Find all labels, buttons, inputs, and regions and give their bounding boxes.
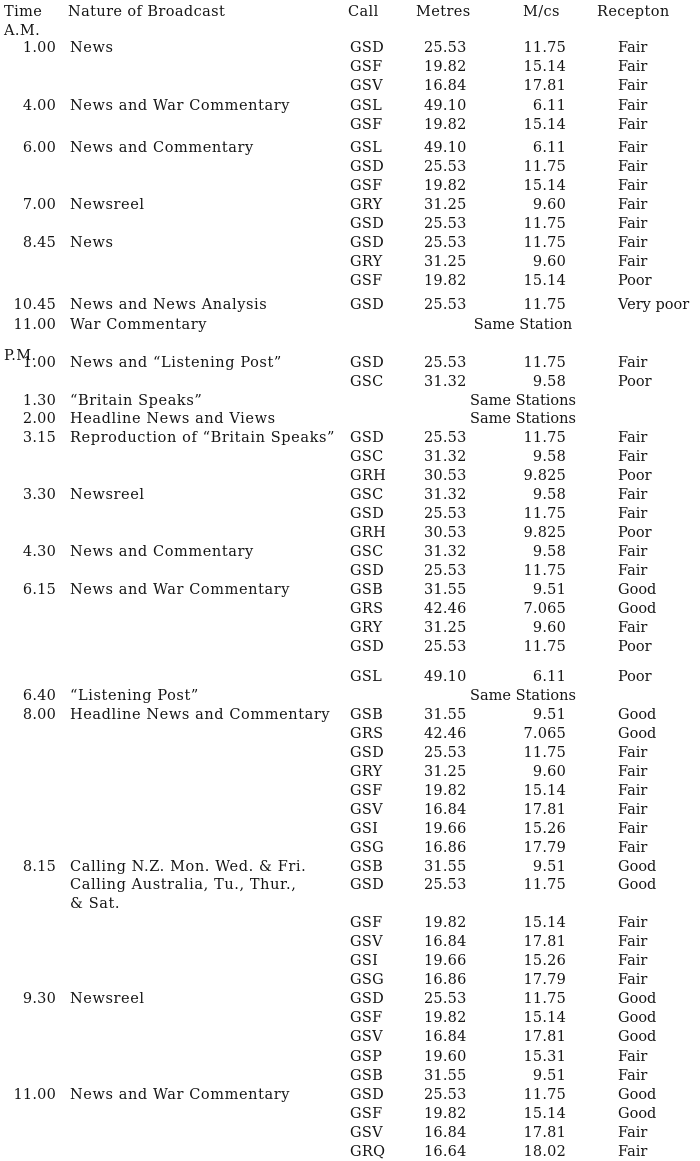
row-time: 9.30 [22,991,56,1007]
row-metres: 25.53 [424,877,467,893]
row-call: GSD [350,639,385,655]
row-reception: Good [618,1087,657,1103]
row-mcs: 15.14 [523,273,566,289]
row-reception: Fair [618,821,648,837]
row-mcs: 15.14 [523,783,566,799]
row-program: Headline News and Commentary [70,707,331,723]
row-call: GSB [350,1068,384,1084]
row-call: GSC [350,449,384,465]
row-metres: 25.53 [424,1087,467,1103]
row-call: GSD [350,991,385,1007]
row-metres: 31.32 [424,374,467,390]
header-nature: Nature of Broadcast [68,4,226,20]
row-metres: 25.53 [424,159,467,175]
row-call: GSV [350,934,383,950]
row-metres: 19.82 [424,915,467,931]
row-mcs: 11.75 [523,877,566,893]
row-metres: 31.25 [424,254,467,270]
row-reception: Very poor [618,297,690,313]
row-mcs: 18.02 [523,1144,566,1160]
row-mcs: 9.825 [523,525,566,541]
row-call: GRQ [350,1144,386,1160]
header-time: Time [4,4,43,20]
row-call: GSF [350,117,383,133]
row-metres: 16.84 [424,802,467,818]
row-reception: Fair [618,1144,648,1160]
row-metres: 19.82 [424,178,467,194]
row-call: GSF [350,915,383,931]
row-mcs: 9.51 [532,582,566,598]
row-call: GSB [350,707,384,723]
row-mcs: 17.79 [523,840,566,856]
row-mcs: 11.75 [523,216,566,232]
row-reception: Fair [618,783,648,799]
row-time: 7.00 [22,197,56,213]
row-call: GSV [350,1029,383,1045]
row-mcs: 17.81 [523,802,566,818]
row-call: GSD [350,430,385,446]
row-mcs: 11.75 [523,159,566,175]
row-reception: Fair [618,235,648,251]
row-metres: 19.60 [424,1049,467,1065]
row-mcs: 11.75 [523,297,566,313]
row-metres: 30.53 [424,525,467,541]
row-mcs: 17.79 [523,972,566,988]
row-mcs: 9.58 [532,374,566,390]
row-reception: Fair [618,254,648,270]
row-mcs: 9.58 [532,487,566,503]
row-mcs: 17.81 [523,1029,566,1045]
row-mcs: 9.58 [532,544,566,560]
row-program: Headline News and Views [70,411,276,427]
row-program: Newsreel [70,991,145,1007]
row-metres: 25.53 [424,355,467,371]
row-reception: Poor [618,273,652,289]
row-mcs: 11.75 [523,40,566,56]
header-metres: Metres [416,4,471,20]
row-time: 4.00 [22,98,56,114]
row-metres: 19.66 [424,821,467,837]
row-metres: 49.10 [424,669,467,685]
row-time: 1.00 [22,355,56,371]
row-program: News and “Listening Post” [70,355,282,371]
row-reception: Fair [618,840,648,856]
row-metres: 19.66 [424,953,467,969]
row-reception: Fair [618,159,648,175]
row-mcs: 9.51 [532,859,566,875]
row-mcs: 11.75 [523,506,566,522]
row-program: War Commentary [70,317,208,333]
row-reception: Poor [618,525,652,541]
row-call: GSF [350,178,383,194]
row-program: Newsreel [70,487,145,503]
row-time: 1.00 [22,40,56,56]
row-note: Same Stations [470,393,576,409]
row-metres: 16.86 [424,972,467,988]
row-mcs: 15.14 [523,178,566,194]
row-call: GSC [350,487,384,503]
row-call: GSG [350,840,384,856]
row-reception: Good [618,1106,657,1122]
row-mcs: 9.51 [532,1068,566,1084]
row-reception: Fair [618,972,648,988]
row-metres: 16.84 [424,1029,467,1045]
row-call: GSG [350,972,384,988]
row-metres: 31.55 [424,707,467,723]
row-mcs: 9.60 [532,764,566,780]
row-call: GSD [350,745,385,761]
row-call: GSD [350,877,385,893]
row-time: 6.40 [22,688,56,704]
header-reception: Recepton [597,4,670,20]
header-mcs: M/cs [523,4,560,20]
row-mcs: 15.26 [523,953,566,969]
row-time: 6.00 [22,140,56,156]
row-program: “Britain Speaks” [70,393,203,409]
row-metres: 49.10 [424,140,467,156]
row-call: GSV [350,78,383,94]
row-mcs: 11.75 [523,991,566,1007]
row-metres: 42.46 [424,726,467,742]
row-metres: 31.25 [424,764,467,780]
row-call: GSF [350,1010,383,1026]
row-metres: 25.53 [424,40,467,56]
row-call: GRY [350,254,383,270]
row-call: GRY [350,197,383,213]
row-metres: 25.53 [424,991,467,1007]
row-metres: 31.32 [424,544,467,560]
row-reception: Good [618,726,657,742]
row-reception: Fair [618,745,648,761]
row-call: GRH [350,468,387,484]
row-call: GSD [350,159,385,175]
row-mcs: 6.11 [532,140,566,156]
row-mcs: 11.75 [523,355,566,371]
row-reception: Fair [618,802,648,818]
row-reception: Fair [618,953,648,969]
row-reception: Fair [618,197,648,213]
row-metres: 16.84 [424,1125,467,1141]
row-program: News and Commentary [70,140,254,156]
row-time: 11.00 [13,1087,56,1103]
row-mcs: 15.14 [523,915,566,931]
row-reception: Fair [618,140,648,156]
row-reception: Fair [618,1049,648,1065]
row-call: GSL [350,98,383,114]
row-call: GSD [350,355,385,371]
row-call: GSB [350,582,384,598]
row-reception: Poor [618,669,652,685]
row-mcs: 11.75 [523,235,566,251]
row-mcs: 15.14 [523,117,566,133]
row-reception: Fair [618,506,648,522]
row-reception: Fair [618,449,648,465]
row-program: News and War Commentary [70,1087,291,1103]
row-call: GRS [350,601,384,617]
row-metres: 16.84 [424,78,467,94]
row-metres: 31.32 [424,487,467,503]
row-metres: 31.55 [424,582,467,598]
row-mcs: 6.11 [532,98,566,114]
row-metres: 25.53 [424,235,467,251]
row-metres: 25.53 [424,216,467,232]
row-metres: 42.46 [424,601,467,617]
row-time: 4.30 [22,544,56,560]
row-mcs: 11.75 [523,1087,566,1103]
row-time: 3.30 [22,487,56,503]
row-program: News and War Commentary [70,582,291,598]
row-reception: Fair [618,216,648,232]
row-time: 10.45 [13,297,56,313]
row-mcs: 6.11 [532,669,566,685]
row-reception: Good [618,601,657,617]
row-reception: Good [618,1010,657,1026]
row-metres: 19.82 [424,117,467,133]
row-call: GSI [350,821,379,837]
row-metres: 30.53 [424,468,467,484]
section-am: A.M. [4,23,41,39]
row-call: GSP [350,1049,383,1065]
row-metres: 31.32 [424,449,467,465]
row-mcs: 15.26 [523,821,566,837]
row-metres: 16.86 [424,840,467,856]
row-call: GRH [350,525,387,541]
row-time: 1.30 [22,393,56,409]
row-mcs: 11.75 [523,563,566,579]
row-reception: Good [618,707,657,723]
row-mcs: 7.065 [523,726,566,742]
row-reception: Fair [618,1125,648,1141]
row-call: GSB [350,859,384,875]
row-mcs: 15.31 [523,1049,566,1065]
row-call: GSD [350,216,385,232]
row-reception: Fair [618,487,648,503]
row-metres: 25.53 [424,297,467,313]
row-reception: Poor [618,639,652,655]
row-reception: Fair [618,355,648,371]
row-reception: Fair [618,934,648,950]
row-time: 6.15 [22,582,56,598]
row-mcs: 15.14 [523,1106,566,1122]
row-call: GSD [350,235,385,251]
row-mcs: 9.825 [523,468,566,484]
row-call: GSI [350,953,379,969]
row-metres: 19.82 [424,273,467,289]
row-call: GSD [350,506,385,522]
row-metres: 31.55 [424,1068,467,1084]
row-reception: Fair [618,78,648,94]
row-time: 8.00 [22,707,56,723]
row-time: 8.45 [22,235,56,251]
row-metres: 25.53 [424,506,467,522]
row-mcs: 7.065 [523,601,566,617]
row-metres: 16.64 [424,1144,467,1160]
row-reception: Fair [618,563,648,579]
row-time: 8.15 [22,859,56,875]
row-metres: 16.84 [424,934,467,950]
row-metres: 19.82 [424,59,467,75]
row-call: GSD [350,297,385,313]
row-call: GRS [350,726,384,742]
row-reception: Good [618,877,657,893]
row-reception: Good [618,1029,657,1045]
row-reception: Good [618,991,657,1007]
row-call: GSF [350,273,383,289]
row-mcs: 15.14 [523,59,566,75]
row-call: GSC [350,544,384,560]
row-call: GSL [350,140,383,156]
row-program: News [70,235,114,251]
row-call: GSV [350,1125,383,1141]
row-program: “Listening Post” [70,688,199,704]
row-call: GSD [350,563,385,579]
row-program: Calling Australia, Tu., Thur., [70,877,297,893]
row-reception: Poor [618,468,652,484]
row-metres: 31.55 [424,859,467,875]
row-mcs: 9.60 [532,254,566,270]
row-mcs: 9.60 [532,197,566,213]
row-call: GRY [350,620,383,636]
row-time: 2.00 [22,411,56,427]
row-call: GSF [350,59,383,75]
row-call: GSF [350,783,383,799]
row-reception: Fair [618,764,648,780]
row-metres: 31.25 [424,620,467,636]
row-mcs: 11.75 [523,745,566,761]
row-metres: 49.10 [424,98,467,114]
row-metres: 19.82 [424,1106,467,1122]
row-call: GRY [350,764,383,780]
row-reception: Fair [618,40,648,56]
row-reception: Fair [618,915,648,931]
row-metres: 25.53 [424,639,467,655]
row-call: GSD [350,1087,385,1103]
row-reception: Good [618,859,657,875]
row-metres: 25.53 [424,430,467,446]
row-program: News [70,40,114,56]
row-reception: Poor [618,374,652,390]
row-call: GSF [350,1106,383,1122]
row-mcs: 17.81 [523,1125,566,1141]
row-mcs: 17.81 [523,78,566,94]
row-program: News and News Analysis [70,297,268,313]
row-mcs: 15.14 [523,1010,566,1026]
row-program: Calling N.Z. Mon. Wed. & Fri. [70,859,307,875]
header-call: Call [348,4,379,20]
row-mcs: 9.51 [532,707,566,723]
row-reception: Fair [618,544,648,560]
row-mcs: 17.81 [523,934,566,950]
row-program: Reproduction of “Britain Speaks” [70,430,336,446]
row-call: GSV [350,802,383,818]
row-call: GSD [350,40,385,56]
row-program: News and War Commentary [70,98,291,114]
row-call: GSC [350,374,384,390]
row-reception: Fair [618,620,648,636]
row-reception: Fair [618,59,648,75]
row-reception: Fair [618,430,648,446]
row-time: 3.15 [22,430,56,446]
row-reception: Good [618,582,657,598]
row-program: & Sat. [70,896,121,912]
row-note: Same Stations [470,411,576,427]
row-time: 11.00 [13,317,56,333]
row-program: News and Commentary [70,544,254,560]
row-reception: Fair [618,1068,648,1084]
row-program: Newsreel [70,197,145,213]
row-note: Same Station [473,317,573,333]
row-reception: Fair [618,117,648,133]
row-metres: 25.53 [424,563,467,579]
row-metres: 19.82 [424,1010,467,1026]
row-mcs: 11.75 [523,430,566,446]
row-mcs: 11.75 [523,639,566,655]
row-metres: 25.53 [424,745,467,761]
row-metres: 31.25 [424,197,467,213]
row-mcs: 9.60 [532,620,566,636]
row-call: GSL [350,669,383,685]
row-reception: Fair [618,98,648,114]
row-note: Same Stations [470,688,576,704]
row-reception: Fair [618,178,648,194]
row-metres: 19.82 [424,783,467,799]
section-pm: P.M. [4,348,37,364]
row-mcs: 9.58 [532,449,566,465]
